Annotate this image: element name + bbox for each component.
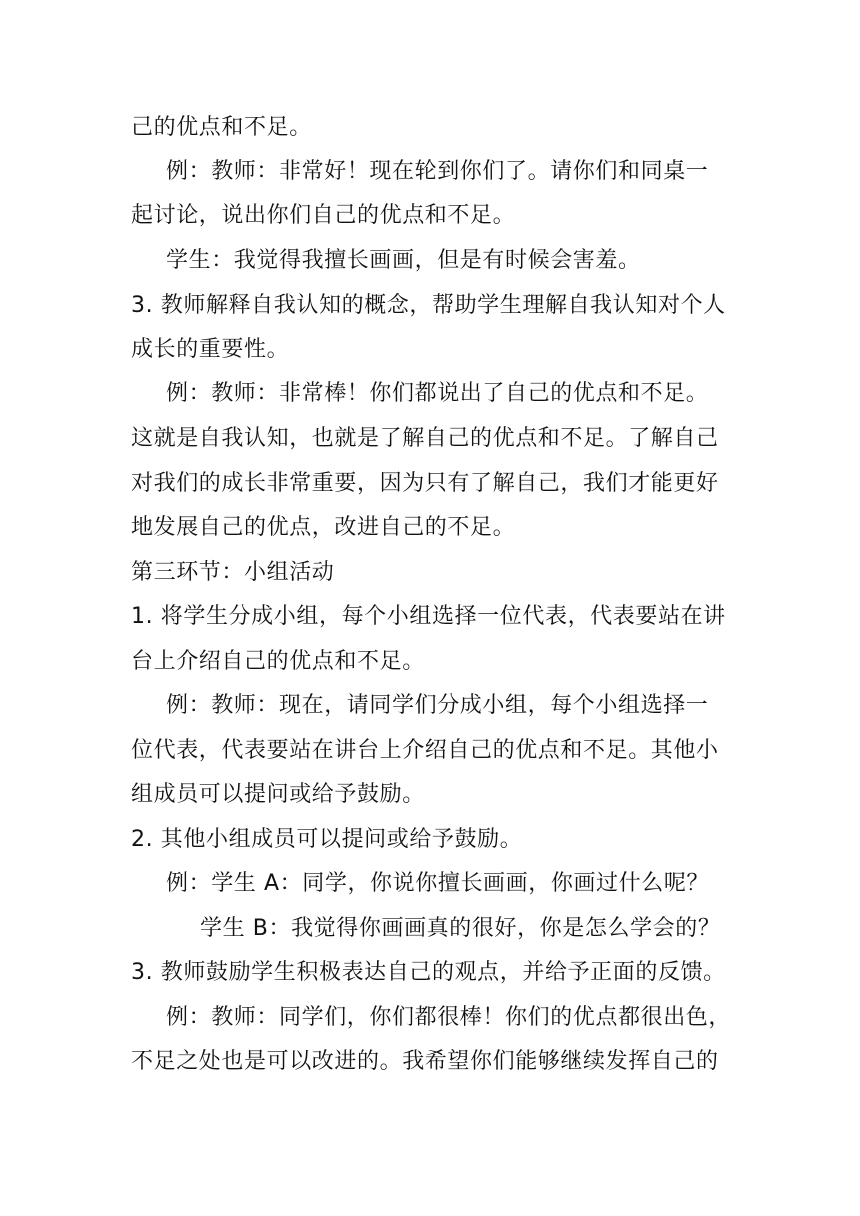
text-line: 例：教师：现在，请同学们分成小组，每个小组选择一 xyxy=(166,693,709,718)
text-line: 起讨论，说出你们自己的优点和不足。 xyxy=(131,203,516,228)
text-line: 对我们的成长非常重要，因为只有了解自己，我们才能更好 xyxy=(131,471,719,496)
text-line: 位代表，代表要站在讲台上介绍自己的优点和不足。其他小 xyxy=(131,738,719,763)
text-line: 例：教师：非常棒！你们都说出了自己的优点和不足。 xyxy=(166,381,709,406)
text-line: 成长的重要性。 xyxy=(131,337,290,362)
numbered-item: 3. 教师解释自我认知的概念，帮助学生理解自我认知对个人 xyxy=(131,293,726,318)
text-line: 学生：我觉得我擅长画画，但是有时候会害羞。 xyxy=(166,248,641,273)
text-line: 组成员可以提问或给予鼓励。 xyxy=(131,782,425,807)
numbered-item: 2. 其他小组成员可以提问或给予鼓励。 xyxy=(131,827,523,852)
text-line: 己的优点和不足。 xyxy=(131,115,312,140)
text-line: 台上介绍自己的优点和不足。 xyxy=(131,649,425,674)
text-line: 地发展自己的优点，改进自己的不足。 xyxy=(131,515,516,540)
numbered-item: 1. 将学生分成小组，每个小组选择一位代表，代表要站在讲 xyxy=(131,604,726,629)
section-heading: 第三环节：小组活动 xyxy=(131,560,335,585)
text-line: 学生 B：我觉得你画画真的很好，你是怎么学会的？ xyxy=(200,916,721,941)
text-line: 例：教师：非常好！现在轮到你们了。请你们和同桌一 xyxy=(166,159,709,184)
text-line: 例：学生 A：同学，你说你擅长画画，你画过什么呢？ xyxy=(166,871,710,896)
text-line: 例：教师：同学们，你们都很棒！你们的优点都很出色， xyxy=(166,1005,732,1030)
text-line: 不足之处也是可以改进的。我希望你们能够继续发挥自己的 xyxy=(131,1049,719,1074)
numbered-item: 3. 教师鼓励学生积极表达自己的观点，并给予正面的反馈。 xyxy=(131,960,726,985)
text-line: 这就是自我认知，也就是了解自己的优点和不足。了解自己 xyxy=(131,426,719,451)
